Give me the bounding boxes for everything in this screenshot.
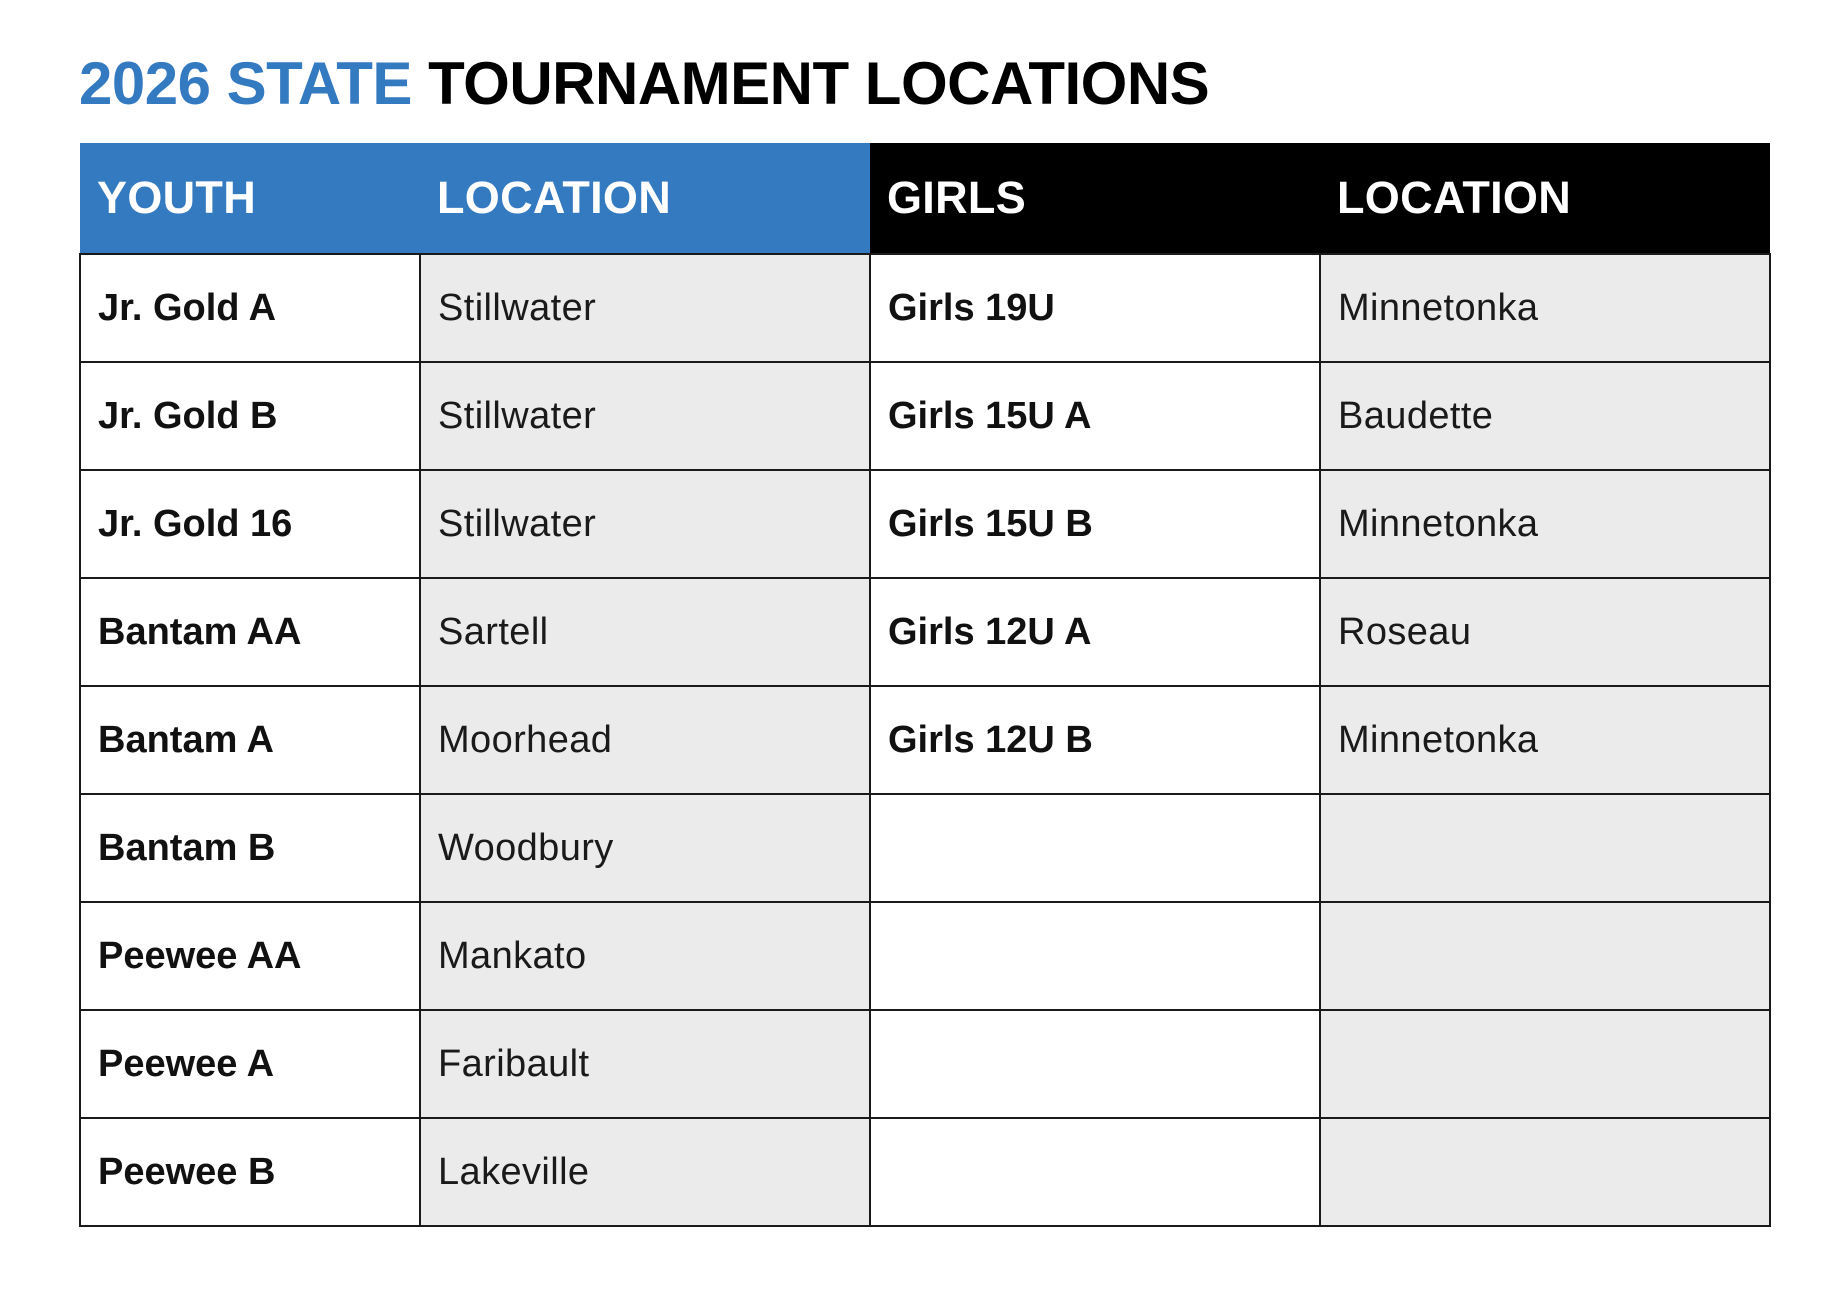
title-accent: 2026 STATE — [79, 50, 412, 117]
youth-location-cell: Lakeville — [420, 1118, 870, 1226]
table-row — [80, 362, 1770, 470]
youth-division-cell: Jr. Gold 16 — [80, 470, 420, 578]
youth-division-cell: Jr. Gold A — [80, 254, 420, 362]
youth-location-cell: Faribault — [420, 1010, 870, 1118]
girls-location-cell: Minnetonka — [1320, 686, 1770, 794]
header-girls-location: LOCATION — [1320, 143, 1770, 254]
youth-location-cell: Sartell — [420, 578, 870, 686]
girls-division-cell: Girls 19U — [870, 254, 1320, 362]
table-row — [80, 902, 1770, 1010]
youth-division-cell: Peewee A — [80, 1010, 420, 1118]
youth-location-cell: Mankato — [420, 902, 870, 1010]
girls-division-cell — [870, 1118, 1320, 1226]
youth-location-cell: Moorhead — [420, 686, 870, 794]
girls-location-cell: Baudette — [1320, 362, 1770, 470]
table-row — [80, 254, 1770, 362]
table-row — [80, 578, 1770, 686]
girls-location-cell: Roseau — [1320, 578, 1770, 686]
youth-location-cell: Stillwater — [420, 254, 870, 362]
girls-location-cell — [1320, 902, 1770, 1010]
youth-division-cell: Bantam B — [80, 794, 420, 902]
youth-location-cell: Woodbury — [420, 794, 870, 902]
girls-location-cell — [1320, 1010, 1770, 1118]
locations-table-container — [79, 143, 1771, 1227]
table-header-row — [80, 143, 1770, 254]
table-row — [80, 686, 1770, 794]
girls-location-cell: Minnetonka — [1320, 254, 1770, 362]
locations-table — [79, 143, 1771, 1227]
girls-location-cell — [1320, 1118, 1770, 1226]
header-girls: GIRLS — [870, 143, 1320, 254]
girls-division-cell: Girls 15U A — [870, 362, 1320, 470]
girls-division-cell: Girls 15U B — [870, 470, 1320, 578]
page-title — [79, 44, 1209, 124]
youth-division-cell: Bantam AA — [80, 578, 420, 686]
youth-division-cell: Peewee B — [80, 1118, 420, 1226]
girls-division-cell: Girls 12U A — [870, 578, 1320, 686]
girls-division-cell: Girls 12U B — [870, 686, 1320, 794]
header-youth: YOUTH — [80, 143, 420, 254]
girls-location-cell: Minnetonka — [1320, 470, 1770, 578]
girls-division-cell — [870, 1010, 1320, 1118]
girls-division-cell — [870, 902, 1320, 1010]
header-youth-location: LOCATION — [420, 143, 870, 254]
table-row — [80, 1118, 1770, 1226]
youth-division-cell: Bantam A — [80, 686, 420, 794]
table-row — [80, 470, 1770, 578]
youth-division-cell: Peewee AA — [80, 902, 420, 1010]
table-row — [80, 794, 1770, 902]
table-row — [80, 1010, 1770, 1118]
youth-location-cell: Stillwater — [420, 362, 870, 470]
youth-division-cell: Jr. Gold B — [80, 362, 420, 470]
girls-location-cell — [1320, 794, 1770, 902]
girls-division-cell — [870, 794, 1320, 902]
youth-location-cell: Stillwater — [420, 470, 870, 578]
title-rest: TOURNAMENT LOCATIONS — [428, 50, 1210, 117]
